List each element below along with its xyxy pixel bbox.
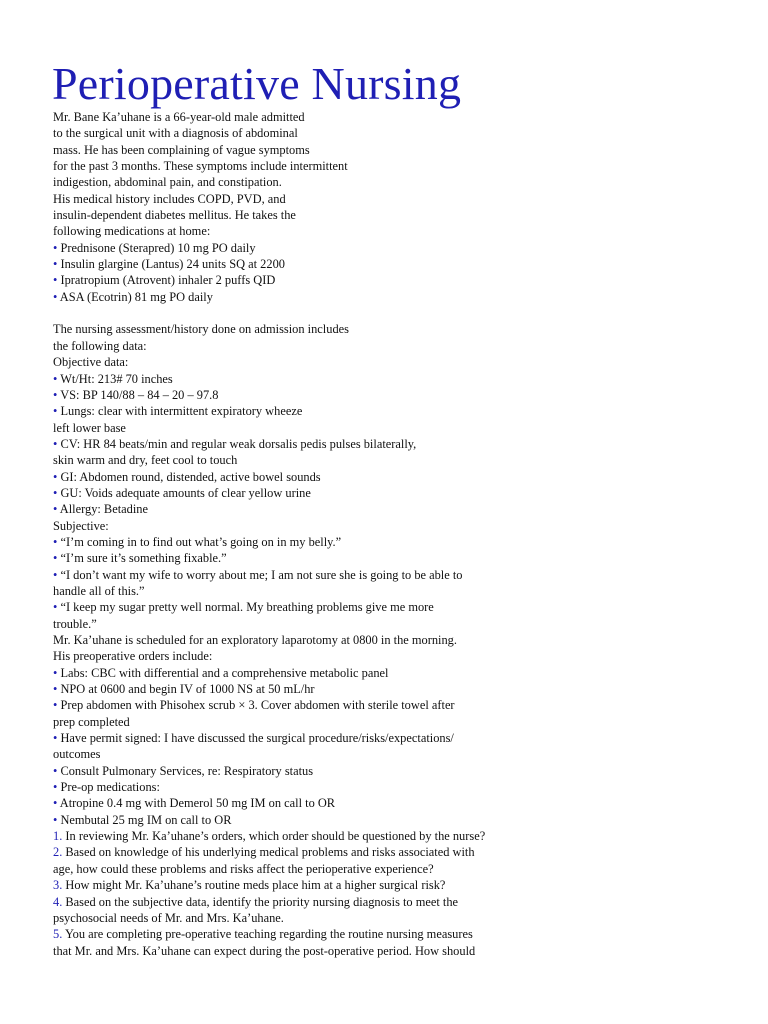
bullet-icon: •: [53, 387, 58, 402]
medication-item: • Ipratropium (Atrovent) inhaler 2 puffs QID: [53, 273, 276, 288]
bullet-icon: •: [53, 404, 58, 419]
order-item: • Nembutal 25 mg IM on call to OR: [53, 812, 232, 827]
order-item-continued: outcomes: [53, 747, 101, 762]
assessment-intro-line: The nursing assessment/history done on admission includes: [53, 322, 349, 337]
bullet-icon: •: [53, 240, 58, 255]
bullet-icon: •: [53, 273, 58, 288]
bullet-icon: •: [53, 551, 58, 566]
intro-line: Mr. Bane Ka’uhane is a 66-year-old male admitted: [53, 110, 305, 124]
question-2-continued: age, how could these problems and risks affect the perioperative experience?: [53, 861, 434, 876]
bullet-icon: •: [53, 289, 58, 304]
bullet-icon: •: [53, 257, 58, 272]
intro-line: insulin-dependent diabetes mellitus. He takes the: [53, 208, 296, 223]
paragraph-gap: [53, 305, 753, 321]
question-number: 4.: [53, 894, 63, 909]
objective-item: • Allergy: Betadine: [53, 502, 148, 517]
bullet-icon: •: [53, 600, 58, 615]
document-body: [53, 109, 753, 959]
objective-item: • VS: BP 140/88 – 84 – 20 – 97.8: [53, 387, 219, 402]
subjective-heading: Subjective:: [53, 518, 109, 533]
question-5: 5. You are completing pre-operative teaching regarding the routine nursing measures: [53, 927, 473, 942]
order-item-continued: prep completed: [53, 714, 130, 729]
medication-item: • ASA (Ecotrin) 81 mg PO daily: [53, 289, 213, 304]
bullet-icon: •: [53, 371, 58, 386]
medication-item: • Prednisone (Sterapred) 10 mg PO daily: [53, 240, 256, 255]
intro-line: mass. He has been complaining of vague symptoms: [53, 142, 310, 157]
objective-item: • Wt/Ht: 213# 70 inches: [53, 371, 173, 386]
subjective-quote: • “I don’t want my wife to worry about me; I am not sure she is going to be able to: [53, 567, 463, 582]
subjective-quote-continued: trouble.”: [53, 616, 97, 631]
question-4: 4. Based on the subjective data, identify the priority nursing diagnosis to meet the: [53, 894, 459, 909]
intro-line: to the surgical unit with a diagnosis of abdominal: [53, 126, 298, 141]
question-1: 1. In reviewing Mr. Ka’uhane’s orders, which order should be questioned by the nurse?: [53, 829, 486, 844]
order-item: • Have permit signed: I have discussed the surgical procedure/risks/expectations/: [53, 731, 454, 746]
bullet-icon: •: [53, 502, 58, 517]
bullet-icon: •: [53, 796, 58, 811]
question-number: 2.: [53, 845, 63, 860]
medication-item: • Insulin glargine (Lantus) 24 units SQ at 2200: [53, 257, 285, 272]
bullet-icon: •: [53, 698, 58, 713]
objective-item: • GU: Voids adequate amounts of clear yellow urine: [53, 485, 311, 500]
bullet-icon: •: [53, 534, 58, 549]
objective-item: • GI: Abdomen round, distended, active bowel sounds: [53, 469, 321, 484]
bullet-icon: •: [53, 665, 58, 680]
bullet-icon: •: [53, 731, 58, 746]
order-item: • Pre-op medications:: [53, 780, 160, 795]
order-item: • Labs: CBC with differential and a comprehensive metabolic panel: [53, 665, 389, 680]
bullet-icon: •: [53, 469, 58, 484]
objective-item-continued: skin warm and dry, feet cool to touch: [53, 453, 238, 468]
bullet-icon: •: [53, 812, 58, 827]
question-number: 5.: [53, 927, 63, 942]
question-number: 3.: [53, 878, 63, 893]
bullet-icon: •: [53, 682, 58, 697]
intro-line: indigestion, abdominal pain, and constipation.: [53, 175, 282, 190]
subjective-quote: • “I keep my sugar pretty well normal. My breathing problems give me more: [53, 600, 434, 615]
bullet-icon: •: [53, 436, 58, 451]
page-title: Perioperative Nursing: [52, 58, 462, 109]
subjective-quote: • “I’m coming in to find out what’s going on in my belly.”: [53, 534, 342, 549]
objective-item-continued: left lower base: [53, 420, 126, 435]
intro-line: for the past 3 months. These symptoms include intermittent: [53, 159, 348, 174]
question-5-continued: that Mr. and Mrs. Ka’uhane can expect during the post-operative period. How should: [53, 943, 476, 958]
subjective-quote: • “I’m sure it’s something fixable.”: [53, 551, 227, 566]
orders-heading: His preoperative orders include:: [53, 649, 213, 664]
order-item: • Consult Pulmonary Services, re: Respiratory status: [53, 763, 314, 778]
question-3: 3. How might Mr. Ka’uhane’s routine meds place him at a higher surgical risk?: [53, 878, 446, 893]
schedule-text: Mr. Ka’uhane is scheduled for an exploratory laparotomy at 0800 in the morning.: [53, 633, 457, 647]
intro-line: His medical history includes COPD, PVD, and: [53, 191, 286, 206]
intro-line: following medications at home:: [53, 224, 211, 239]
bullet-icon: •: [53, 763, 58, 778]
subjective-quote-continued: handle all of this.”: [53, 583, 145, 598]
order-item: • Prep abdomen with Phisohex scrub × 3. Cover abdomen with sterile towel after: [53, 698, 455, 713]
objective-heading: Objective data:: [53, 355, 129, 370]
bullet-icon: •: [53, 780, 58, 795]
order-item: • NPO at 0600 and begin IV of 1000 NS at 50 mL/hr: [53, 682, 315, 697]
question-number: 1.: [53, 829, 63, 844]
assessment-intro-line: the following data:: [53, 338, 147, 353]
objective-item: • Lungs: clear with intermittent expiratory wheeze: [53, 404, 303, 419]
bullet-icon: •: [53, 485, 58, 500]
bullet-icon: •: [53, 567, 58, 582]
objective-item: • CV: HR 84 beats/min and regular weak dorsalis pedis pulses bilaterally,: [53, 436, 417, 451]
question-2: 2. Based on knowledge of his underlying medical problems and risks associated with: [53, 845, 475, 860]
question-4-continued: psychosocial needs of Mr. and Mrs. Ka’uhane.: [53, 910, 284, 925]
order-item: • Atropine 0.4 mg with Demerol 50 mg IM on call to OR: [53, 796, 336, 811]
